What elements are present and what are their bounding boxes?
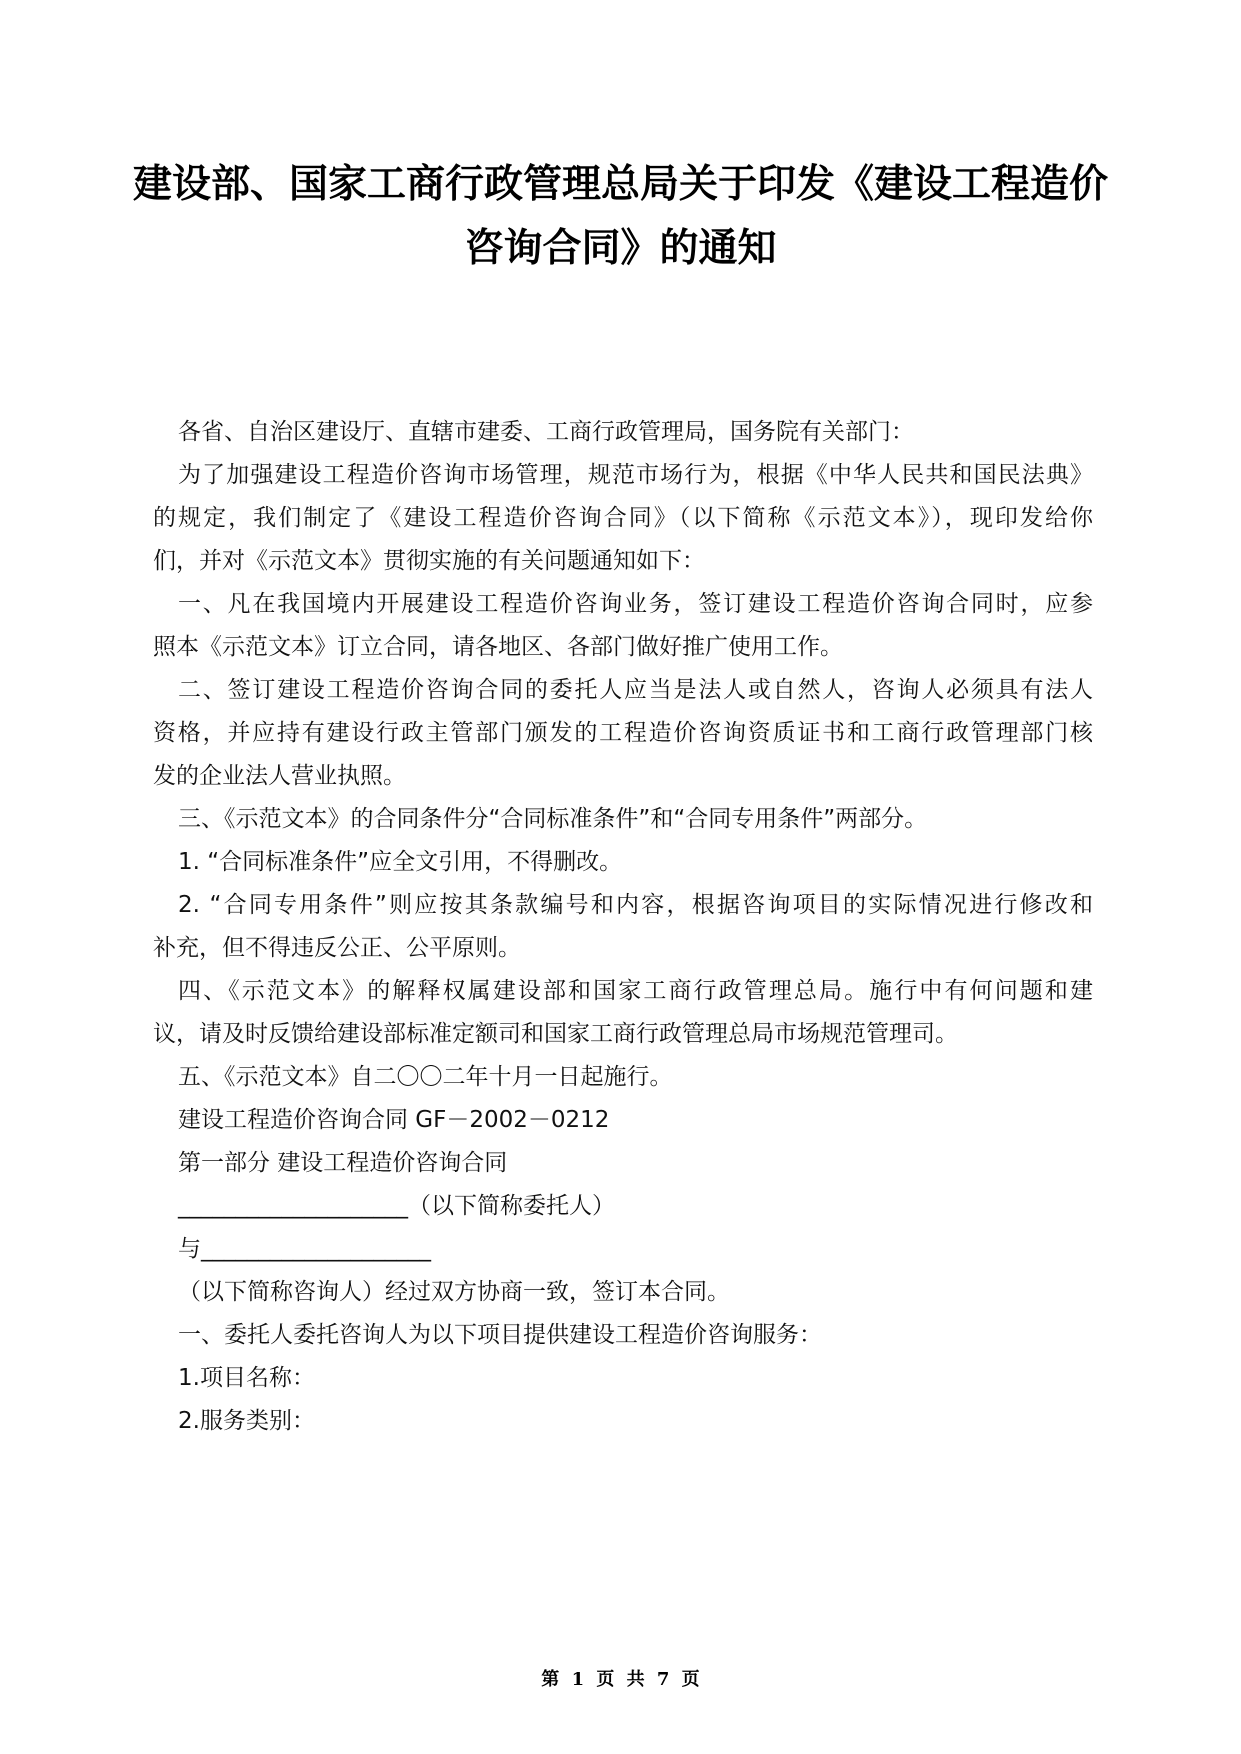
page-number: 第 1 页 共 7 页	[541, 1669, 700, 1690]
document-title-line-1: 建设部、国家工商行政管理总局关于印发《建设工程造价	[132, 162, 1108, 207]
consultant-blank-line: 与____________________	[178, 1236, 431, 1262]
paragraph-line: 们，并对《示范文本》贯彻实施的有关问题通知如下：	[153, 548, 705, 574]
salutation: 各省、自治区建设厅、直辖市建委、工商行政管理局，国务院有关部门：	[178, 419, 914, 445]
paragraph-line: （以下简称咨询人）经过双方协商一致，签订本合同。	[178, 1279, 730, 1305]
paragraph-line: 1. “合同标准条件”应全文引用，不得删改。	[178, 849, 623, 875]
paragraph-line: 五、《示范文本》自二〇〇二年十月一日起施行。	[178, 1064, 673, 1090]
contract-code-line: 建设工程造价咨询合同 GF－2002－0212	[178, 1107, 610, 1133]
section-heading: 第一部分 建设工程造价咨询合同	[178, 1150, 508, 1176]
item-line: 1.项目名称：	[178, 1365, 315, 1391]
paragraph-line: 议，请及时反馈给建设部标准定额司和国家工商行政管理总局市场规范管理司。	[153, 1021, 958, 1047]
paragraph-line: 发的企业法人营业执照。	[153, 763, 406, 789]
paragraph-line: 三、《示范文本》的合同条件分“合同标准条件”和“合同专用条件”两部分。	[178, 806, 928, 832]
paragraph-line: 一、凡在我国境内开展建设工程造价咨询业务，签订建设工程造价咨询合同时，应参	[178, 591, 1093, 617]
paragraph-line: 为了加强建设工程造价咨询市场管理，规范市场行为，根据《中华人民共和国民法典》	[178, 462, 1093, 488]
clause-line: 一、委托人委托咨询人为以下项目提供建设工程造价咨询服务：	[178, 1322, 822, 1348]
paragraph-line: 的规定，我们制定了《建设工程造价咨询合同》（以下简称《示范文本》），现印发给你	[153, 505, 1093, 531]
paragraph-line: 补充，但不得违反公正、公平原则。	[153, 935, 521, 961]
paragraph-line: 四、《示范文本》的解释权属建设部和国家工商行政管理总局。施行中有何问题和建	[178, 978, 1093, 1004]
item-line: 2.服务类别：	[178, 1408, 315, 1434]
document-title-line-2: 咨询合同》的通知	[464, 226, 777, 271]
paragraph-line: 照本《示范文本》订立合同，请各地区、各部门做好推广使用工作。	[153, 634, 843, 660]
paragraph-line: 二、签订建设工程造价咨询合同的委托人应当是法人或自然人，咨询人必须具有法人	[178, 677, 1093, 703]
client-blank-line: ____________________（以下简称委托人）	[178, 1193, 615, 1219]
paragraph-line: 资格，并应持有建设行政主管部门颁发的工程造价咨询资质证书和工商行政管理部门核	[153, 720, 1093, 746]
paragraph-line: 2. “合同专用条件”则应按其条款编号和内容，根据咨询项目的实际情况进行修改和	[178, 892, 1093, 918]
